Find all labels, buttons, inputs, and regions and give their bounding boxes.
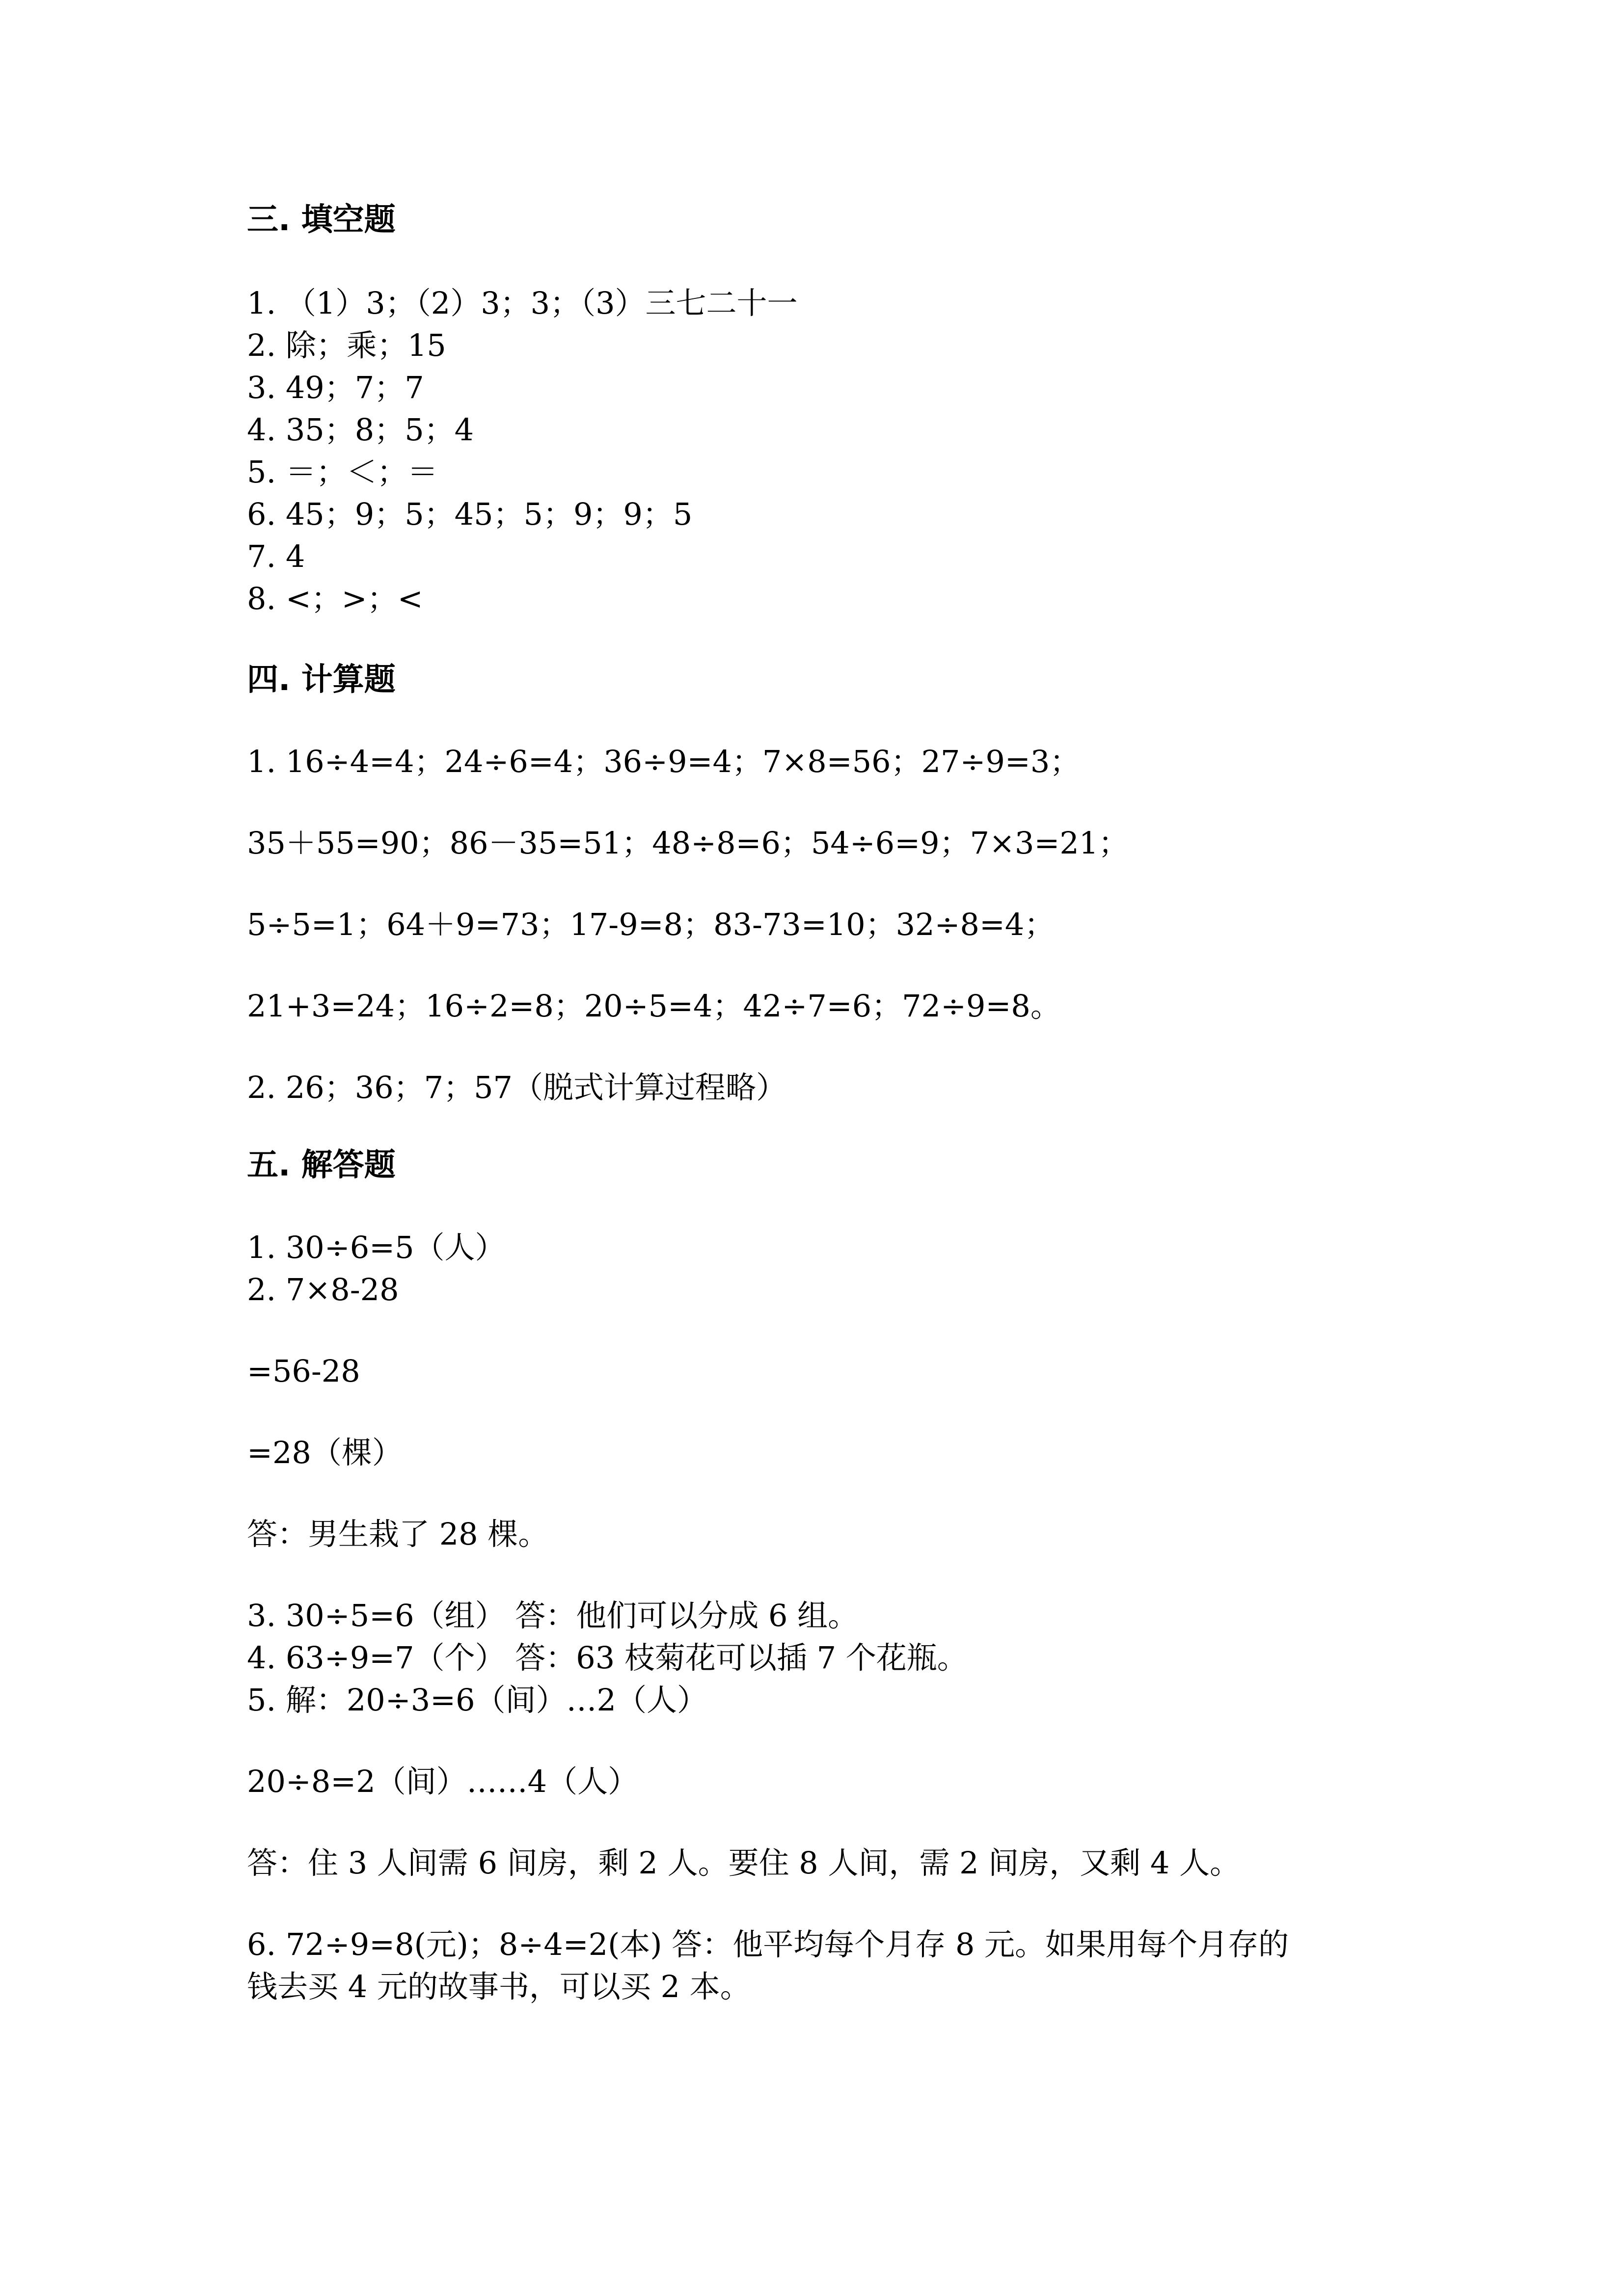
section-heading-calculation: 四. 计算题 [247, 662, 396, 698]
answer-line: 7. 4 [247, 538, 305, 574]
answer-line: 21+3=24；16÷2=8；20÷5=4；42÷7=6；72÷9=8。 [247, 988, 1061, 1024]
answer-line: 钱去买 4 元的故事书，可以买 2 本。 [247, 1969, 751, 2004]
answer-line: 3. 49；7；7 [247, 370, 424, 405]
answer-line: 2. 7×8-28 [247, 1272, 399, 1308]
answer-line: 3. 30÷5=6（组） 答：他们可以分成 6 组。 [247, 1598, 859, 1633]
answer-line: 35＋55=90；86－35=51；48÷8=6；54÷6=9；7×3=21； [247, 825, 1129, 861]
answer-line: 1. 16÷4=4；24÷6=4；36÷9=4；7×8=56；27÷9=3； [247, 744, 1081, 779]
answer-line: 5÷5=1；64＋9=73；17-9=8；83-73=10；32÷8=4； [247, 907, 1055, 942]
answer-line: =28（棵） [247, 1435, 403, 1470]
answer-line: =56-28 [247, 1353, 360, 1389]
answer-line: 5. 解：20÷3=6（间）…2（人） [247, 1682, 707, 1718]
answer-line: 4. 35；8；5；4 [247, 412, 474, 448]
answer-line: 1. （1）3；（2）3；3；（3）三七二十一 [247, 285, 798, 321]
answer-line: 5. ＝；＜；＝ [247, 454, 438, 490]
answer-line: 1. 30÷6=5（人） [247, 1229, 506, 1265]
answer-line: 6. 72÷9=8(元)；8÷4=2(本) 答：他平均每个月存 8 元。如果用每个月存的 [247, 1926, 1289, 1962]
answer-line: 2. 除；乘；15 [247, 327, 446, 363]
answer-line: 答：男生栽了 28 棵。 [247, 1516, 549, 1552]
answer-line: 6. 45；9；5；45；5；9；9；5 [247, 496, 693, 532]
answer-line: 4. 63÷9=7（个） 答：63 枝菊花可以插 7 个花瓶。 [247, 1640, 968, 1676]
answer-line: 8. <；>；< [247, 581, 423, 616]
answer-line: 20÷8=2（间）……4（人） [247, 1763, 639, 1799]
answer-line: 2. 26；36；7；57（脱式计算过程略） [247, 1069, 786, 1105]
section-heading-fill-blanks: 三. 填空题 [247, 202, 396, 238]
answer-line: 答：住 3 人间需 6 间房，剩 2 人。要住 8 人间，需 2 间房，又剩 4 人。 [247, 1845, 1241, 1881]
section-heading-word-problems: 五. 解答题 [247, 1147, 396, 1183]
